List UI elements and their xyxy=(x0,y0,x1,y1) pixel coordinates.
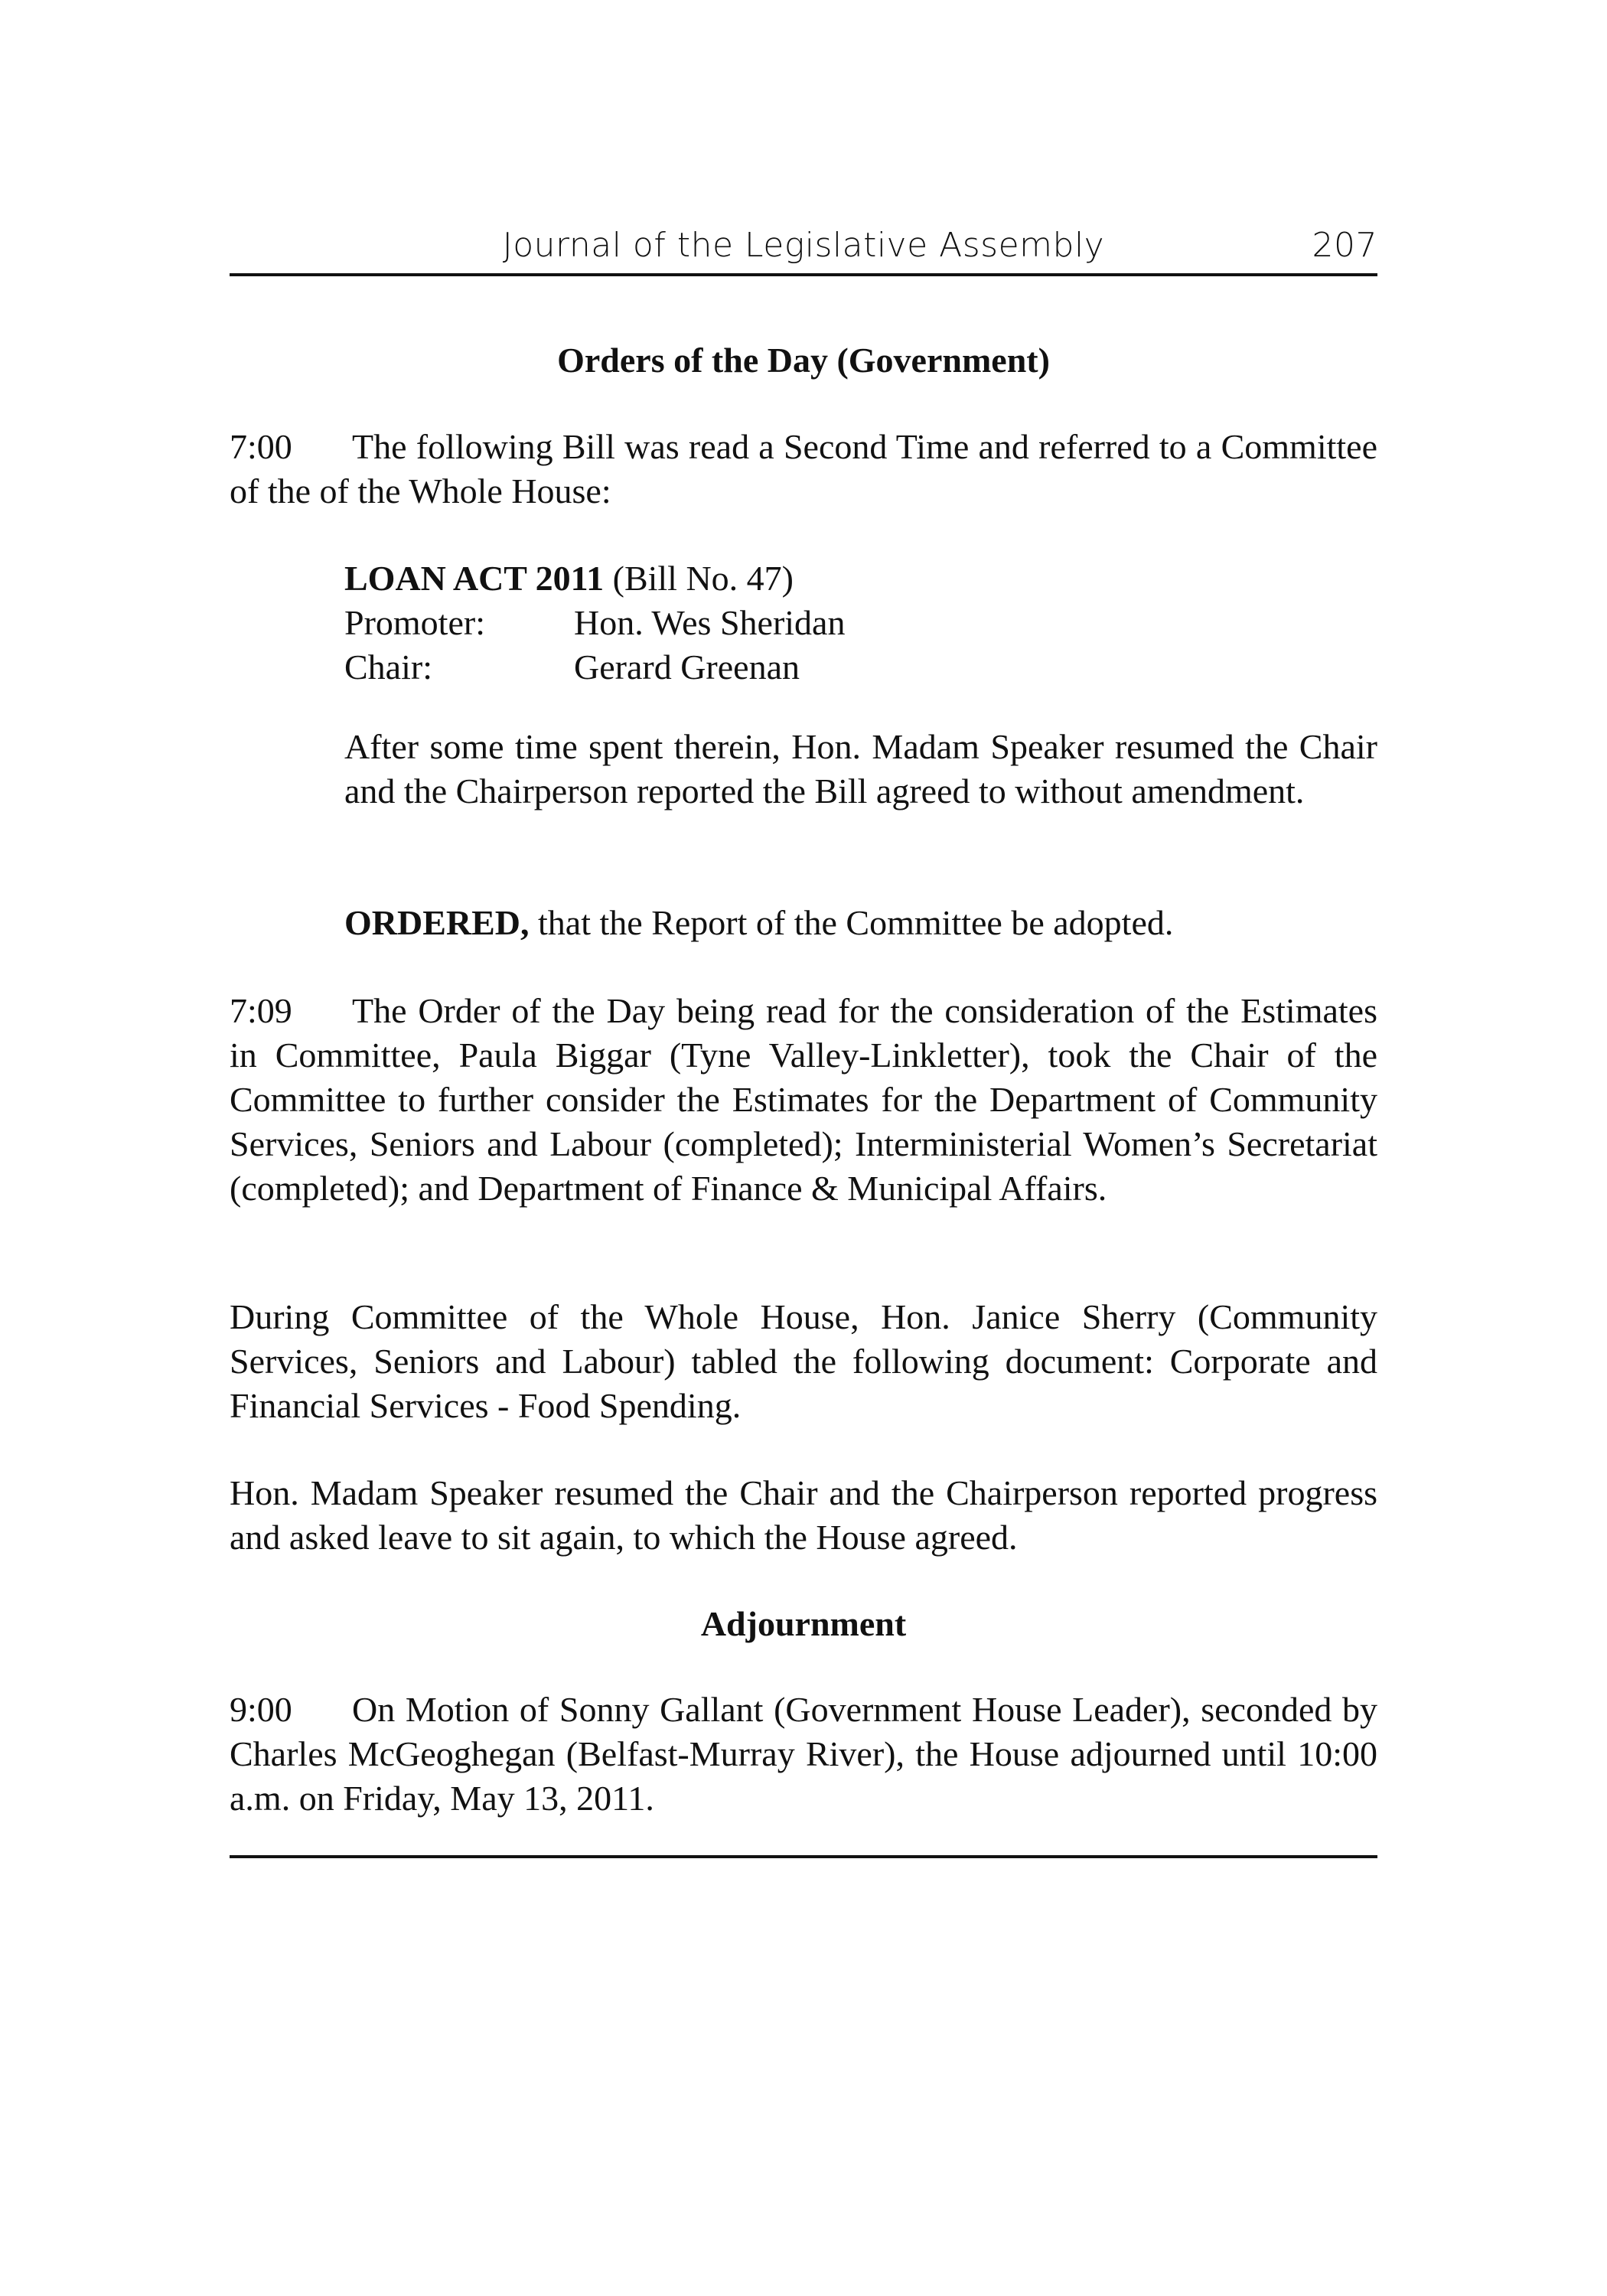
after-committee-paragraph: After some time spent therein, Hon. Madam Speaker resumed the Chair and the Chairperson reported the Bill agreed to without amendment. xyxy=(344,727,1377,810)
bill-details xyxy=(344,556,1377,690)
item-time: 7:00 xyxy=(230,427,292,466)
ordered-lead: ORDERED, xyxy=(344,903,530,942)
running-header xyxy=(230,226,1377,273)
ordered-text: that the Report of the Committee be adopted. xyxy=(538,903,1174,942)
chair-row xyxy=(344,645,1377,690)
adjournment-heading: Adjournment xyxy=(700,1604,907,1643)
tabled-document-paragraph: During Committee of the Whole House, Hon. Janice Sherry (Community Services, Seniors and Labour) tabled the following document: Corporate and Financial Services - Food Spending. xyxy=(230,1297,1377,1425)
bill-title-line xyxy=(344,556,1377,601)
promoter-row xyxy=(344,601,1377,645)
promoter-name: Hon. Wes Sheridan xyxy=(574,603,846,642)
promoter-label: Promoter: xyxy=(344,603,485,642)
ordered-paragraph xyxy=(344,901,1377,945)
item-time: 9:00 xyxy=(230,1690,292,1729)
page-number: 207 xyxy=(1312,226,1377,265)
item-9-00 xyxy=(230,1688,1377,1821)
header-rule xyxy=(230,273,1377,276)
item-time: 7:09 xyxy=(230,991,292,1030)
item-text: The Order of the Day being read for the consideration of the Estimates in Committee, Paula Biggar (Tyne Valley-Linkletter), took the Chair of the Committee to further consider the Estimates for the Department of Community Services, Seniors and Labour (completed); Interministerial Women’s Secretariat (completed); and Department of Finance & Municipal Affairs. xyxy=(230,991,1377,1208)
journal-title: Journal of the Legislative Assembly xyxy=(502,226,1105,265)
bill-number: (Bill No. 47) xyxy=(612,559,794,598)
item-text: On Motion of Sonny Gallant (Government House Leader), seconded by Charles McGeoghegan (Belfast-Murray River), the House adjourned until 10:00 a.m. on Friday, May 13, 2011. xyxy=(230,1690,1377,1818)
item-text: The following Bill was read a Second Time and referred to a Committee of the of the Whole House: xyxy=(230,427,1377,510)
item-7-09 xyxy=(230,989,1377,1211)
orders-of-the-day-heading: Orders of the Day (Government) xyxy=(557,341,1050,380)
chair-name: Gerard Greenan xyxy=(574,647,800,687)
chair-label: Chair: xyxy=(344,647,432,687)
bill-name: LOAN ACT 2011 xyxy=(344,559,605,598)
item-7-00 xyxy=(230,425,1377,514)
footer-rule xyxy=(230,1855,1377,1858)
progress-paragraph: Hon. Madam Speaker resumed the Chair and the Chairperson reported progress and asked leave to sit again, to which the House agreed. xyxy=(230,1473,1377,1557)
